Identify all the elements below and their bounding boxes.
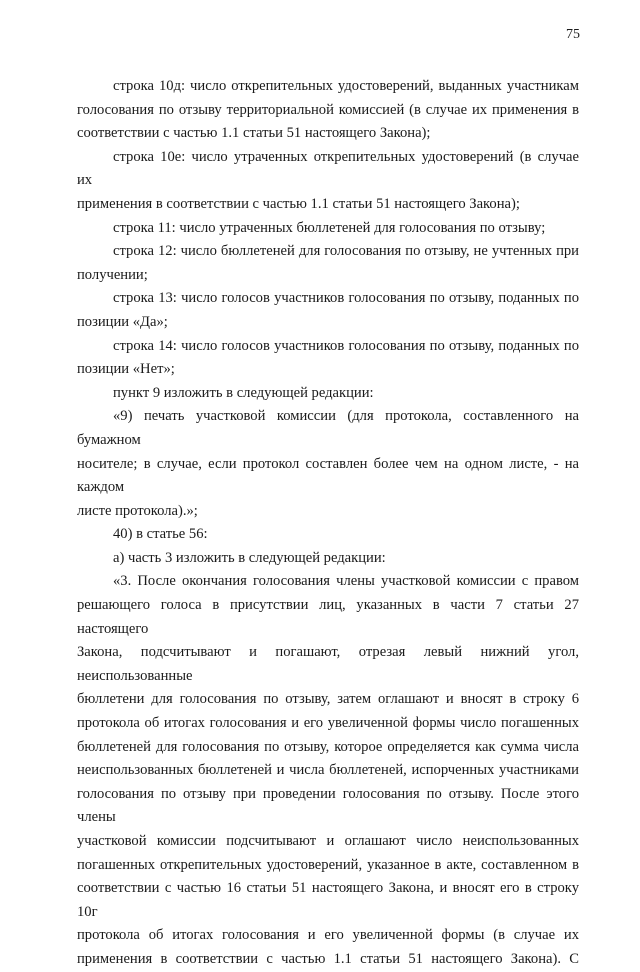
text-line: Закона, подсчитывают и погашают, отрезая левый нижний угол, неиспользованные xyxy=(77,644,579,684)
text-line: соответствии с частью 1.1 статьи 51 настоящего Закона); xyxy=(77,125,431,142)
text-line: пункт 9 изложить в следующей редакции: xyxy=(113,384,374,401)
text-line: получении; xyxy=(77,266,148,283)
text-line: применения в соответствии с частью 1.1 статьи 51 настоящего Закона); xyxy=(77,195,520,212)
text-line: применения в соответствии с частью 1.1 статьи 51 настоящего Закона). С xyxy=(77,950,579,967)
text-line: бюллетени для голосования по отзыву, затем оглашают и вносят в строку 6 xyxy=(77,691,579,708)
text-line: голосования по отзыву при проведении голосования по отзыву. После этого члены xyxy=(77,785,579,826)
paragraph xyxy=(77,523,579,547)
text-line: строка 10е: число утраченных открепительных удостоверений (в случае их xyxy=(77,148,579,189)
text-line: листе протокола).»; xyxy=(77,502,198,519)
text-line: участковой комиссии подсчитывают и оглашают число неиспользованных xyxy=(77,833,579,849)
paragraph xyxy=(77,570,579,971)
text-line: позиции «Да»; xyxy=(77,313,168,330)
document-body xyxy=(77,75,579,972)
text-line: «3. После окончания голосования члены участковой комиссии с правом xyxy=(113,573,579,590)
text-line: неиспользованных бюллетеней и числа бюллетеней, испорченных участниками xyxy=(77,762,579,779)
paragraph xyxy=(77,146,579,217)
paragraph xyxy=(77,217,579,241)
text-line: «9) печать участковой комиссии (для протокола, составленного на бумажном xyxy=(77,408,579,448)
text-line: протокола об итогах голосования и его увеличенной формы число погашенных xyxy=(77,715,579,732)
text-line: 40) в статье 56: xyxy=(113,526,208,543)
text-line: голосования по отзыву территориальной комиссией (в случае их применения в xyxy=(77,101,579,118)
text-line: строка 12: число бюллетеней для голосования по отзыву, не учтенных при xyxy=(113,243,579,260)
text-line: строка 11: число утраченных бюллетеней для голосования по отзыву; xyxy=(113,219,546,236)
text-line: протокола об итогах голосования и его увеличенной формы (в случае их xyxy=(77,927,579,944)
text-line: строка 10д: число открепительных удостоверений, выданных участникам xyxy=(113,78,579,94)
text-line: соответствии с частью 16 статьи 51 настоящего Закона, и вносят его в строку 10г xyxy=(77,880,579,920)
paragraph xyxy=(77,75,579,146)
text-line: бюллетеней для голосования по отзыву, которое определяется как сумма числа xyxy=(77,738,579,755)
paragraph xyxy=(77,335,579,382)
page-number: 75 xyxy=(566,27,580,42)
paragraph xyxy=(77,287,579,334)
text-line: носителе; в случае, если протокол составлен более чем на одном листе, - на каждом xyxy=(77,455,579,496)
paragraph xyxy=(77,240,579,287)
text-line: строка 14: число голосов участников голосования по отзыву, поданных по xyxy=(113,337,579,354)
paragraph xyxy=(77,547,579,571)
paragraph xyxy=(77,382,579,406)
text-line: погашенных открепительных удостоверений, указанное в акте, составленном в xyxy=(77,856,579,873)
paragraph xyxy=(77,405,579,523)
text-line: решающего голоса в присутствии лиц, указанных в части 7 статьи 27 настоящего xyxy=(77,597,579,637)
text-line: строка 13: число голосов участников голосования по отзыву, поданных по xyxy=(113,290,579,307)
text-line: позиции «Нет»; xyxy=(77,361,175,378)
text-line: а) часть 3 изложить в следующей редакции: xyxy=(113,549,386,566)
